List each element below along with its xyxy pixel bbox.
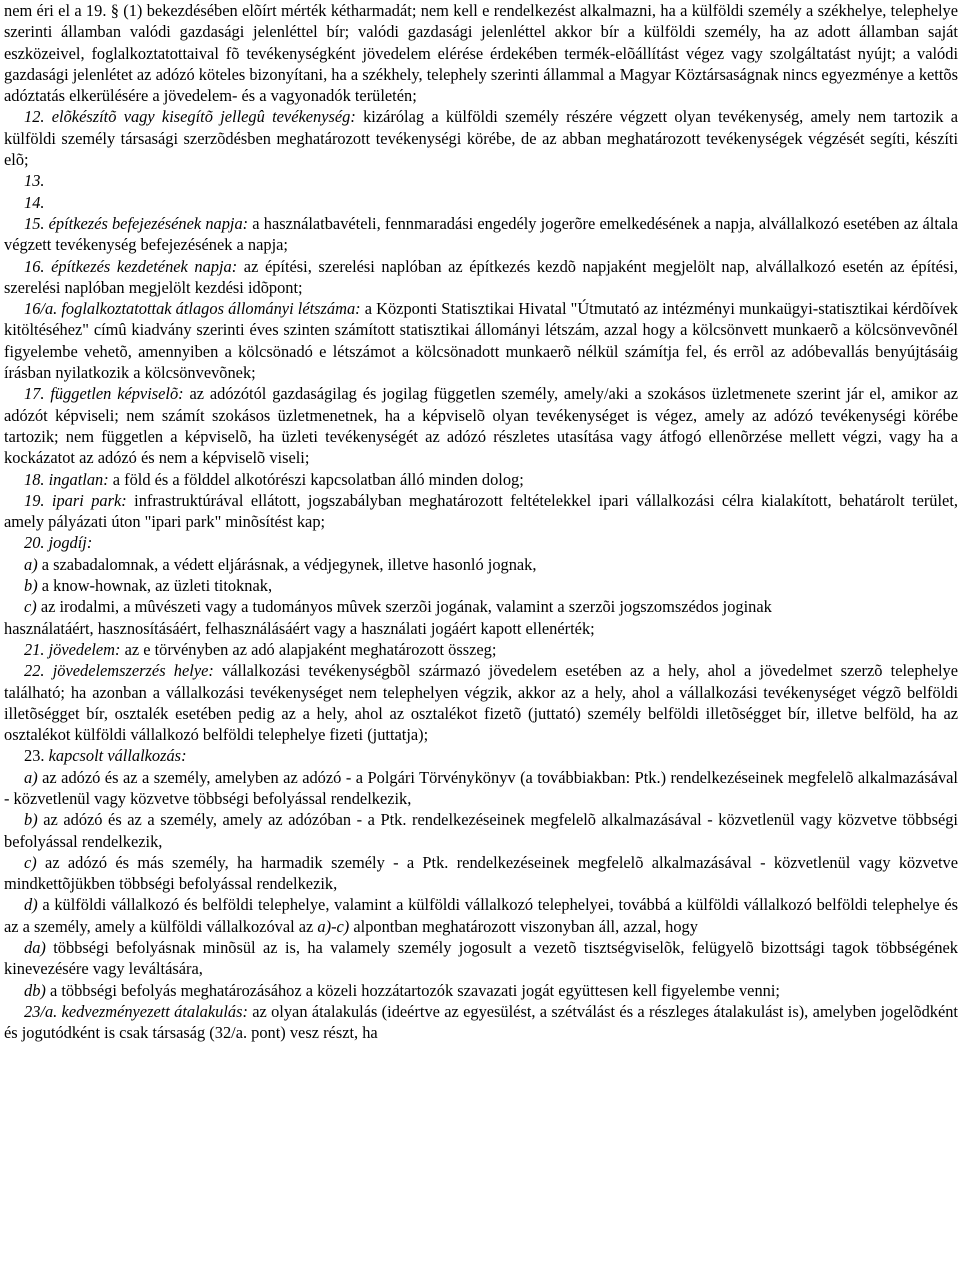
definition-23 (4, 745, 958, 766)
definition-number: 23. (24, 746, 49, 766)
item-text: az adózó és az a személy, amely az adózóban - a Ptk. rendelkezéseinek megfelelõ alkalmazásával - közvetlenül vagy közvetve többségi befolyással rendelkezik, (4, 810, 958, 851)
item-text: többségi befolyásnak minõsül az is, ha valamely személy jogosult a vezetõ tisztségviselõk, felügyelõ bizottsági tagok többségének kinevezésére vagy leváltására, (4, 938, 958, 979)
definition-text: a Központi Statisztikai Hivatal "Útmutató az intézményi munkaügyi-statisztikai kérdõívek kitöltéséhez" címû kiadvány szerinti éves szinten számított statisztikai állományi létszám, azzal hogy a kölcsönvett munkaerõ a kölcsönvevõnél figyelembe vehetõ, amennyiben a kölcsönadó e létszámot a kölcsönadott munkaerõ nélkül számítja fel, és errõl az adóbevallás benyújtásáig írásban nyilatkozik a kölcsönvevõnek; (4, 299, 959, 383)
item-text: az irodalmi, a mûvészeti vagy a tudományos mûvek szerzõi jogának, valamint a szerzõi jogszomszédos joginak (36, 597, 772, 617)
definition-20-tail: használatáért, hasznosításáért, felhasználásáért vagy a használati jogáért kapott ellenérték; (4, 618, 595, 638)
definition-21 (4, 639, 958, 660)
definition-term: 22. jövedelemszerzés helye: (24, 661, 214, 681)
definition-23-item-db (4, 980, 958, 1001)
item-marker: c) (24, 852, 37, 872)
item-text: az adózó és más személy, ha harmadik személy - a Ptk. rendelkezéseinek megfelelõ alkalmazásával - közvetlenül vagy közvetve mindkettõjükben többségi befolyással rendelkezik, (4, 852, 958, 894)
definition-number: 14. (24, 192, 45, 212)
definition-19 (4, 490, 958, 533)
item-marker: d) (24, 895, 38, 915)
item-marker: b) (24, 810, 38, 830)
item-text: a többségi befolyás meghatározásához a közeli hozzátartozók szavazati jogát együttesen kell figyelembe venni; (45, 980, 780, 1000)
definition-22 (4, 660, 958, 745)
definition-term: 18. ingatlan: (24, 469, 109, 489)
intro-paragraph: nem éri el a 19. § (1) bekezdésében elõírt mérték kétharmadát; nem kell e rendelkezést alkalmazni, ha a külföldi személy a székhelye, telephelye szerinti államban valódi gazdasági jelenléttel bír; valódi gazdasági jelenléttel akkor bír a külföldi személy, ha az adott államban saját eszközeivel, foglalkoztatottaival fõ tevékenységként jövedelem elérése érdekében termék-elõállítást végez vagy szolgáltatást nyújt; a valódi gazdasági jelenlétet az adózó köteles bizonyítani, ha a székhely, telephely szerinti állammal a Magyar Köztársaságnak nincs egyezménye a kettõs adóztatás elkerülésére a jövedelem- és a vagyonadók területén; (4, 1, 958, 106)
definition-text: az adózótól gazdaságilag és jogilag független személy, amely/aki a szokásos üzletmenete szerint jár el, amikor az adózót képviseli; nem számít szokásos üzletmenetnek, ha a képviselõ olyan tevékenységet is végez, amely az adózó tevékenységi körébe tartozik; nem független a képviselõ, ha üzleti tevékenységét az adózó részletes utasítása vagy átfogó ellenõrzése mellett végzi, vagy ha a kockázatot az adózó és nem a képviselõ viseli; (4, 384, 958, 468)
definition-23-item-c (4, 852, 958, 895)
item-marker: a) (24, 554, 38, 574)
definition-16a (4, 298, 958, 383)
definition-term: 15. építkezés befejezésének napja: (24, 213, 249, 233)
definition-term: 20. jogdíj: (24, 533, 93, 553)
definition-text: infrastruktúrával ellátott, jogszabályban meghatározott feltételekkel ipari vállalkozási célra kialakított, behatárolt terület, amely pályázati úton "ipari park" minõsítést kap; (4, 490, 958, 532)
definition-term: kapcsolt vállalkozás: (48, 746, 187, 766)
item-text: a szabadalomnak, a védett eljárásnak, a védjegynek, illetve hasonló jognak, (37, 554, 537, 574)
definition-23-item-a (4, 767, 958, 810)
definition-20-item-a (4, 554, 958, 575)
definition-term: 12. elõkészítõ vagy kisegítõ jellegû tevékenység: (24, 107, 356, 127)
definition-20-item-b (4, 575, 958, 596)
definition-23-item-da (4, 937, 958, 980)
definition-text: az olyan átalakulás (ideértve az egyesülést, a szétválást és a részleges átalakulást is), amelyben jogelõdként és jogutódként is csak társaság (32/a. pont) vesz részt, ha (4, 1001, 958, 1043)
definition-text: az e törvényben az adó alapjaként meghatározott összeg; (120, 639, 497, 659)
definition-text: vállalkozási tevékenységbõl származó jövedelem esetében az a hely, ahol a jövedelmet szerzõ telephelye található; ha azonban a vállalkozási tevékenységet nem telephelyen végzik, akkor az a hely, ahol a vállalkozási tevékenységet végzõ belföldi illetõségget bír, osztalék esetében pedig az a hely, ahol az osztalékot fizetõ (juttató) személy belföldi illetõségget bír, illetve belföld, ha az osztalékot külföldi vállalkozó belföldi telephelye fizeti (juttatja); (4, 661, 959, 745)
definition-15 (4, 213, 958, 256)
definition-17 (4, 383, 958, 468)
definition-12 (4, 106, 958, 170)
definition-text: kizárólag a külföldi személy részére végzett olyan tevékenység, amely nem tartozik a külföldi személy társasági szerzõdésben meghatározott tevékenységi körébe, de az abban meghatározott tevékenységek végzését segíti, készíti elõ; (4, 107, 958, 170)
definition-20 (4, 532, 958, 553)
definition-term: 23/a. kedvezményezett átalakulás: (24, 1001, 248, 1021)
definition-20-item-c (4, 596, 958, 617)
definition-term: 19. ipari park: (24, 490, 127, 510)
definition-number: 13. (24, 171, 45, 191)
definition-term: 17. független képviselõ: (24, 384, 184, 404)
definition-23-item-b (4, 809, 958, 852)
item-marker: db) (24, 980, 46, 1000)
item-marker: c) (24, 597, 37, 617)
item-text: alpontban meghatározott viszonyban áll, azzal, hogy (349, 916, 698, 936)
item-marker: da) (24, 938, 46, 958)
definition-23a (4, 1001, 958, 1044)
item-reference: a)-c) (317, 916, 350, 936)
definition-term: 16. építkezés kezdetének napja: (24, 256, 238, 276)
definition-text: a föld és a földdel alkotórészi kapcsolatban álló minden dolog; (108, 469, 524, 489)
item-text: az adózó és az a személy, amelyben az adózó - a Polgári Törvénykönyv (a továbbiakban: Ptk.) rendelkezéseinek megfelelõ alkalmazásával - közvetlenül vagy közvetve többségi befolyással rendelkezik, (4, 767, 958, 808)
definition-23-item-d (4, 894, 958, 937)
definition-text: a használatbavételi, fennmaradási engedély jogerõre emelkedésének a napja, alvállalkozó esetében az általa végzett tevékenység befejezésének a napja; (4, 213, 958, 255)
definition-16 (4, 256, 958, 299)
definition-18 (4, 469, 958, 490)
item-marker: a) (24, 767, 38, 787)
definition-14 (4, 192, 958, 213)
item-text: a know-hownak, az üzleti titoknak, (37, 576, 273, 596)
definition-13 (4, 170, 958, 191)
definition-text: az építési, szerelési naplóban az építkezés kezdõ napjaként megjelölt nap, alvállalkozó esetén az építési, szerelési naplóban megjelölt kezdési idõpont; (4, 256, 958, 297)
definition-term: 21. jövedelem: (24, 639, 121, 659)
definition-term: 16/a. foglalkoztatottak átlagos állományi létszáma: (24, 299, 361, 319)
item-text: a külföldi vállalkozó és belföldi telephelye, valamint a külföldi vállalkozó telephelyei, továbbá a külföldi vállalkozó belföldi telephelye és az a személy, amely a külföldi vállalkozóval az (4, 895, 958, 936)
item-marker: b) (24, 576, 38, 596)
